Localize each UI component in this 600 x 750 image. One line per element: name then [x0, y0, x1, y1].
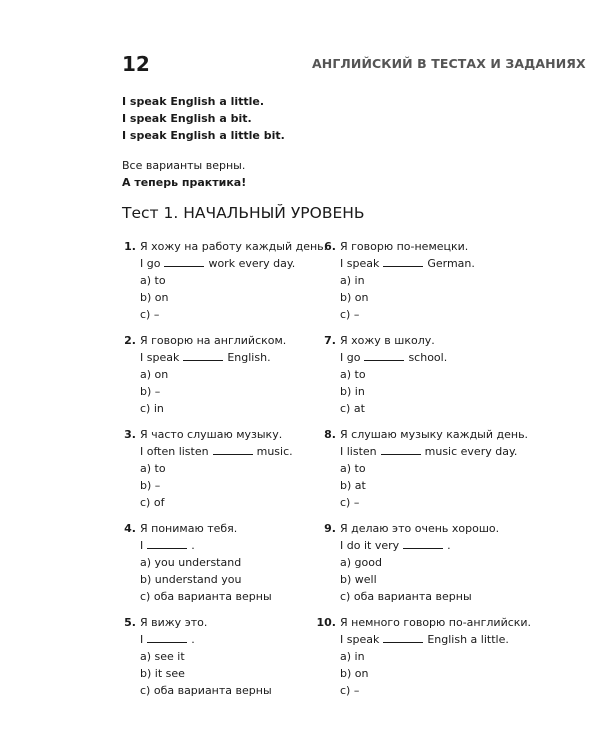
sentence-line: I .: [140, 539, 195, 552]
sentence-line: I speak English.: [140, 351, 271, 364]
answer-blank: [147, 537, 187, 549]
option: b) at: [340, 479, 366, 492]
option: b) understand you: [140, 573, 242, 586]
page-number: 12: [122, 52, 150, 76]
answer-blank: [364, 349, 404, 361]
question-item: [122, 332, 342, 426]
question-prompt: Я говорю на английском.: [140, 334, 287, 347]
example-sentence: I speak English a little bit.: [122, 129, 285, 142]
answer-blank: [213, 443, 253, 455]
sentence-line: I speak English a little.: [340, 633, 509, 646]
question-prompt: Я хожу в школу.: [340, 334, 435, 347]
question-item: [316, 614, 542, 708]
option: a) to: [140, 274, 166, 287]
option: c) оба варианта верны: [140, 590, 272, 603]
option: c) –: [340, 496, 360, 509]
example-sentence: I speak English a little.: [122, 95, 265, 108]
question-item: [322, 238, 542, 332]
option: b) –: [140, 385, 161, 398]
question-number: 7.: [324, 334, 336, 347]
question-prompt: Я немного говорю по-английски.: [340, 616, 532, 629]
question-number: 1.: [124, 240, 136, 253]
option: a) to: [340, 462, 366, 475]
question-item: [122, 520, 342, 614]
option: b) on: [340, 291, 369, 304]
sentence-line: I often listen music.: [140, 445, 293, 458]
question-prompt: Я часто слушаю музыку.: [140, 428, 283, 441]
option: b) well: [340, 573, 377, 586]
option: c) оба варианта верны: [340, 590, 472, 603]
option: b) it see: [140, 667, 185, 680]
question-number: 5.: [124, 616, 136, 629]
example-sentence: I speak English a bit.: [122, 112, 252, 125]
answer-blank: [183, 349, 223, 361]
question-prompt: Я слушаю музыку каждый день.: [340, 428, 529, 441]
note-text: Все варианты верны.: [122, 159, 246, 172]
question-item: [122, 614, 342, 708]
option: a) you understand: [140, 556, 242, 569]
option: c) in: [140, 402, 164, 415]
question-number: 6.: [324, 240, 336, 253]
option: a) good: [340, 556, 382, 569]
sentence-line: I .: [140, 633, 195, 646]
question-number: 10.: [316, 616, 336, 629]
option: a) see it: [140, 650, 185, 663]
question-item: [122, 238, 342, 332]
option: a) in: [340, 274, 365, 287]
option: b) on: [340, 667, 369, 680]
option: a) on: [140, 368, 169, 381]
question-item: [322, 520, 542, 614]
option: b) –: [140, 479, 161, 492]
option: b) on: [140, 291, 169, 304]
question-item: [122, 426, 342, 520]
option: b) in: [340, 385, 365, 398]
option: c) –: [340, 308, 360, 321]
question-prompt: Я вижу это.: [140, 616, 208, 629]
sentence-line: I speak German.: [340, 257, 475, 270]
question-prompt: Я говорю по-немецки.: [340, 240, 469, 253]
test-title: Тест 1. НАЧАЛЬНЫЙ УРОВЕНЬ: [122, 204, 365, 222]
question-item: [322, 332, 542, 426]
answer-blank: [383, 631, 423, 643]
answer-blank: [381, 443, 421, 455]
questions-left-column: [122, 238, 342, 708]
sentence-line: I go work every day.: [140, 257, 296, 270]
option: c) оба варианта верны: [140, 684, 272, 697]
call-to-action: А теперь практика!: [122, 176, 247, 189]
question-prompt: Я понимаю тебя.: [140, 522, 238, 535]
option: a) to: [140, 462, 166, 475]
question-number: 4.: [124, 522, 136, 535]
question-item: [322, 426, 542, 520]
answer-blank: [164, 255, 204, 267]
answer-blank: [403, 537, 443, 549]
option: c) at: [340, 402, 365, 415]
answer-blank: [147, 631, 187, 643]
question-prompt: Я хожу на работу каждый день.: [140, 240, 328, 253]
sentence-line: I do it very .: [340, 539, 451, 552]
question-number: 8.: [324, 428, 336, 441]
sentence-line: I listen music every day.: [340, 445, 518, 458]
question-prompt: Я делаю это очень хорошо.: [340, 522, 500, 535]
option: a) in: [340, 650, 365, 663]
option: c) –: [140, 308, 160, 321]
sentence-line: I go school.: [340, 351, 448, 364]
option: c) of: [140, 496, 165, 509]
answer-blank: [383, 255, 423, 267]
option: c) –: [340, 684, 360, 697]
intro-section: [122, 93, 522, 191]
running-head: АНГЛИЙСКИЙ В ТЕСТАХ И ЗАДАНИЯХ: [312, 56, 586, 71]
questions-right-column: [316, 238, 542, 708]
question-number: 9.: [324, 522, 336, 535]
question-number: 2.: [124, 334, 136, 347]
option: a) to: [340, 368, 366, 381]
question-number: 3.: [124, 428, 136, 441]
